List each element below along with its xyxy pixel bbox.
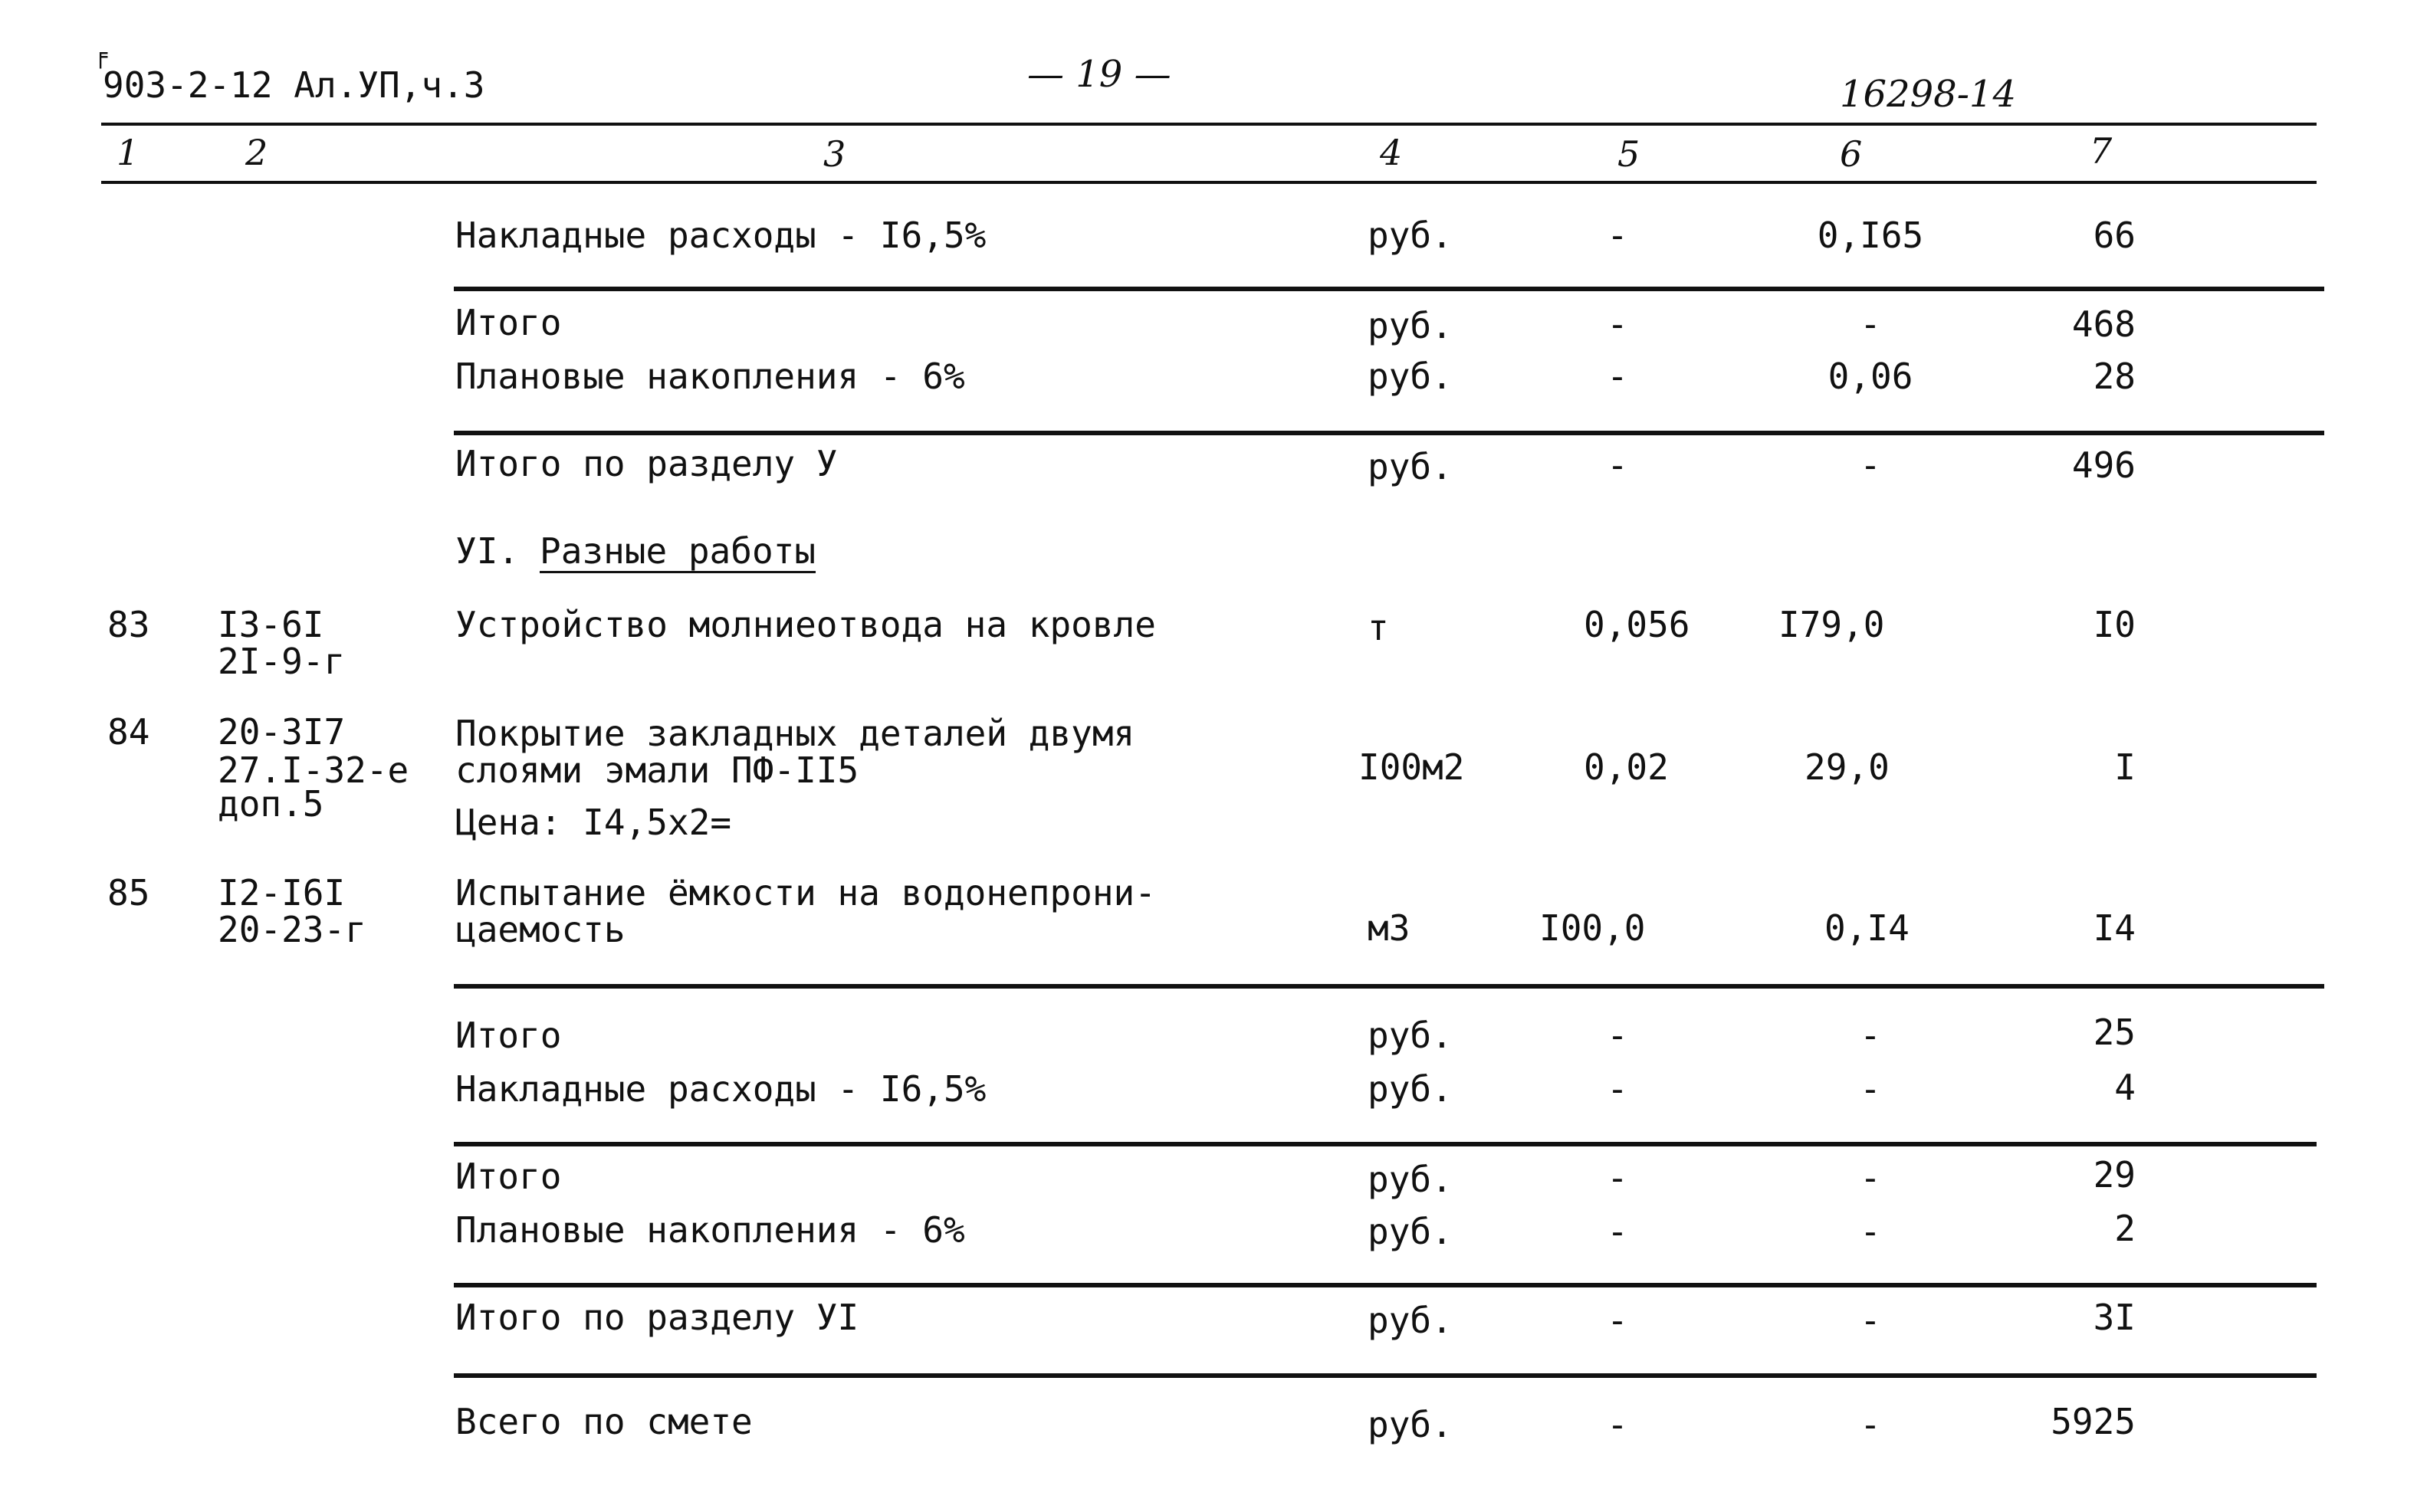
row-total: 29: [2093, 1154, 2136, 1195]
row-total: 468: [2071, 303, 2136, 345]
row-total: I: [2114, 746, 2136, 788]
row-unit: руб.: [1368, 356, 1453, 397]
column-header-7: 7: [2090, 130, 2113, 172]
column-header-3: 3: [823, 133, 846, 175]
item-code: 20-23-г: [218, 909, 366, 950]
item-code: доп.5: [218, 783, 324, 825]
row-price: -: [1860, 1157, 1881, 1199]
item-number: 85: [107, 872, 150, 913]
row-total: 25: [2093, 1012, 2136, 1053]
row-name: Итого по разделу УI: [455, 1297, 859, 1338]
row-total: 28: [2093, 356, 2136, 397]
item-code: 2I-9-г: [218, 641, 346, 682]
item-number: 84: [107, 711, 150, 753]
row-name: Итого: [455, 1015, 562, 1056]
row-name: Итого по разделу У: [455, 443, 838, 484]
row-price: -: [1860, 1015, 1881, 1056]
row-divider: [454, 431, 2324, 435]
row-unit: руб.: [1368, 446, 1453, 487]
column-header-1: 1: [117, 132, 140, 173]
row-unit: руб.: [1368, 1068, 1453, 1110]
row-price: 0,I65: [1817, 215, 1924, 256]
row-qty: -: [1607, 1404, 1628, 1445]
archive-number: 16298-14: [1840, 73, 2016, 116]
row-price: -: [1860, 1068, 1881, 1110]
row-price: -: [1860, 1300, 1881, 1341]
section-number: УI.: [455, 530, 520, 572]
row-qty: 0,02: [1584, 746, 1669, 788]
row-unit: I00м2: [1358, 746, 1465, 788]
row-price: 0,I4: [1824, 907, 1910, 949]
row-qty: -: [1607, 303, 1628, 345]
grand-total-label: Всего по смете: [455, 1401, 753, 1442]
row-qty: -: [1607, 356, 1628, 397]
row-qty: -: [1607, 1211, 1628, 1252]
row-total: I4: [2093, 907, 2136, 949]
section-title: Разные работы: [540, 530, 816, 572]
column-header-5: 5: [1617, 133, 1640, 175]
row-qty: -: [1607, 1068, 1628, 1110]
row-name: Плановые накопления - 6%: [455, 356, 965, 397]
row-name: Накладные расходы - I6,5%: [455, 1068, 987, 1110]
row-unit: руб.: [1368, 1159, 1453, 1200]
row-unit: руб.: [1368, 1404, 1453, 1445]
corner-mark: ╒: [94, 42, 108, 69]
row-total: 2: [2114, 1208, 2136, 1249]
row-total: 3I: [2093, 1297, 2136, 1338]
grand-total-value: 5925: [2051, 1401, 2136, 1442]
row-qty: -: [1607, 444, 1628, 486]
row-name: Итого: [455, 302, 562, 343]
row-qty: -: [1607, 215, 1628, 256]
row-unit: руб.: [1368, 1211, 1453, 1252]
document-code: 903-2-12 Ал.УП,ч.3: [103, 64, 485, 106]
row-name: Устройство молниеотвода на кровле: [455, 604, 1156, 645]
row-name: Итого: [455, 1156, 562, 1197]
row-price-note: Цена: I4,5х2=: [455, 802, 732, 843]
row-qty: 0,056: [1584, 604, 1690, 645]
row-total: I0: [2093, 604, 2136, 645]
row-price: -: [1860, 1404, 1881, 1445]
column-header-2: 2: [245, 132, 268, 173]
row-name: слоями эмали ПФ-II5: [455, 749, 859, 791]
row-divider: [454, 1142, 2317, 1146]
row-total: 496: [2071, 444, 2136, 486]
row-price: -: [1860, 444, 1881, 486]
item-code: 20-3I7: [218, 711, 346, 753]
row-unit: руб.: [1368, 215, 1453, 256]
row-name: цаемость: [455, 909, 626, 950]
row-unit: т: [1368, 607, 1389, 648]
header-top-rule: [101, 123, 2317, 126]
page-number: — 19 —: [1027, 53, 1171, 96]
row-qty: -: [1607, 1157, 1628, 1199]
row-total: 66: [2093, 215, 2136, 256]
item-number: 83: [107, 604, 150, 645]
row-divider: [454, 984, 2324, 989]
row-divider: [454, 1373, 2317, 1378]
row-name: Покрытие закладных деталей двумя: [455, 713, 1135, 754]
row-unit: руб.: [1368, 1300, 1453, 1341]
header-bottom-rule: [101, 181, 2317, 184]
row-name: Накладные расходы - I6,5%: [455, 215, 987, 256]
row-unit: руб.: [1368, 1015, 1453, 1056]
row-name: Испытание ёмкости на водонепрони-: [455, 872, 1156, 913]
row-qty: -: [1607, 1300, 1628, 1341]
item-code: I2-I6I: [218, 872, 346, 913]
row-unit: м3: [1368, 907, 1410, 949]
row-total: 4: [2114, 1067, 2136, 1108]
row-divider: [454, 1283, 2317, 1287]
row-price: -: [1860, 303, 1881, 345]
row-price: I79,0: [1778, 604, 1885, 645]
row-price: 0,06: [1828, 356, 1913, 397]
row-name: Плановые накопления - 6%: [455, 1209, 965, 1251]
row-price: -: [1860, 1211, 1881, 1252]
column-header-4: 4: [1380, 132, 1403, 173]
item-code: 27.I-32-е: [218, 749, 409, 791]
item-code: I3-6I: [218, 604, 324, 645]
row-qty: -: [1607, 1015, 1628, 1056]
row-price: 29,0: [1805, 746, 1890, 788]
row-qty: I00,0: [1539, 907, 1646, 949]
row-divider: [454, 287, 2324, 291]
row-unit: руб.: [1368, 305, 1453, 346]
column-header-6: 6: [1840, 133, 1863, 175]
